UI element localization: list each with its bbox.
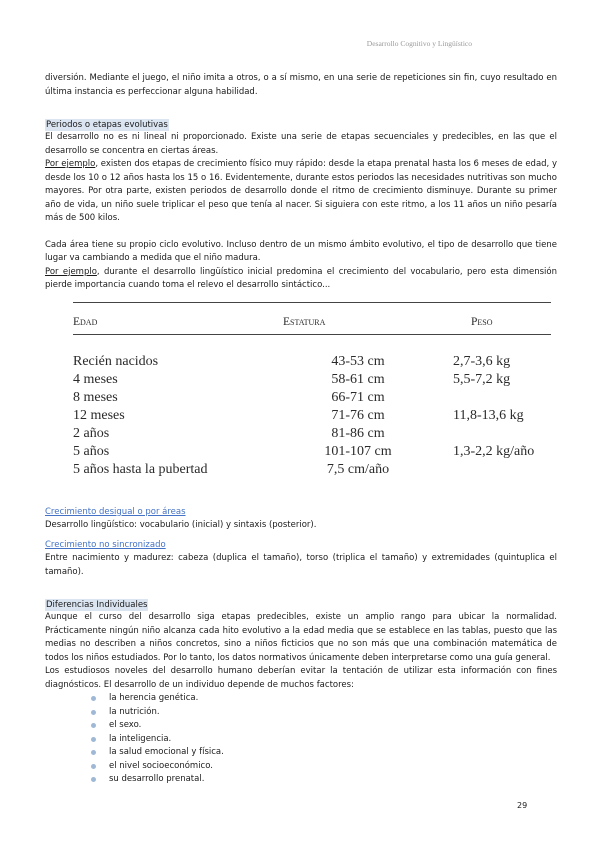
list-item: la inteligencia. <box>91 733 557 747</box>
header-age: Edad <box>73 302 283 334</box>
uneven-growth-link[interactable]: Crecimiento desigual o por áreas <box>45 506 186 517</box>
cell-age: 12 meses <box>73 407 125 423</box>
list-item: la salud emocional y física. <box>91 746 557 760</box>
cell-weight: 2,7-3,6 kg <box>453 353 511 369</box>
stages-heading: Periodos o etapas evolutivas <box>46 120 168 130</box>
stages-paragraph-4-text: , durante el desarrollo lingüístico inicial predomina el crecimiento del vocabulario, pero esta dimensión pierde importancia cuando toma el relevo el desarrollo sintáctico... <box>45 266 557 290</box>
cell-height: 7,5 cm/año <box>326 461 390 477</box>
running-header: Desarrollo Cognitivo y Lingüístico <box>366 39 472 48</box>
stages-paragraph-1: El desarrollo no es ni lineal ni proporcionado. Existe una serie de etapas secuenciales y predecibles, en las que el desarrollo se concentra en ciertas áreas. <box>45 132 557 156</box>
table-row <box>73 389 551 407</box>
table-row <box>73 443 551 461</box>
list-item: el nivel socioeconómico. <box>91 760 557 774</box>
list-item: el sexo. <box>91 719 557 733</box>
cell-weight <box>433 461 551 489</box>
page-number: 29 <box>517 801 528 810</box>
page-body <box>45 72 557 787</box>
cell-age: 4 meses <box>73 371 118 387</box>
cell-height: 66-71 cm <box>331 389 385 405</box>
list-item: la herencia genética. <box>91 692 557 706</box>
table-row <box>73 334 551 371</box>
example-label: Por ejemplo <box>45 159 96 169</box>
individual-paragraph-1: Aunque el curso del desarrollo siga etapas predecibles, existe un amplio rango para ubicar la normalidad. Prácticamente ningún niño alcanza cada hito evolutivo a la edad media que se establece en las tablas, puesto que las medias no describen a niños concretos, sino a niños ficticios que no son más que una combinación matemática de todos los niños estudiados. Por lo tanto, los datos normativos únicamente deben interpretarse como una guía general. <box>45 612 557 663</box>
example-label-2: Por ejemplo <box>45 266 97 277</box>
cell-height: 43-53 cm <box>331 353 385 369</box>
header-weight: Peso <box>433 302 551 334</box>
unsynchronized-growth-link[interactable]: Crecimiento no sincronizado <box>45 540 166 550</box>
stages-paragraph-2-text: , existen dos etapas de crecimiento físico muy rápido: desde la etapa prenatal hasta los 6 meses de edad, y desde los 10 o 12 años hasta los 15 o 16. Evidentemente, durante estos periodos las necesidades nutritivas son mucho mayores. Por otra parte, existen periodos de desarrollo donde el ritmo de crecimiento disminuye. Durante su primer año de vida, un niño suele triplicar el peso que tenía al nacer. Si siguiera con este ritmo, a los 11 años un niño pesaría más de 500 kilos. <box>45 159 558 223</box>
list-item: la nutrición. <box>91 706 557 720</box>
intro-paragraph: diversión. Mediante el juego, el niño imita a otros, o a sí mismo, en una serie de repeticiones sin fin, cuyo resultado en última instancia es perfeccionar alguna habilidad. <box>45 73 557 97</box>
table-row <box>73 461 551 489</box>
stages-paragraph-4 <box>45 266 557 293</box>
table-row <box>73 425 551 443</box>
cell-age: 5 años <box>73 443 110 459</box>
stages-paragraph-2 <box>45 158 557 226</box>
cell-height: 58-61 cm <box>331 371 385 387</box>
cell-age: 2 años <box>73 425 110 441</box>
header-height: Estatura <box>283 302 433 334</box>
table-row <box>73 407 551 425</box>
cell-age: 5 años hasta la pubertad <box>73 461 208 477</box>
factors-list <box>45 692 557 787</box>
individual-differences-heading: Diferencias Individuales <box>46 600 148 610</box>
list-item: su desarrollo prenatal. <box>91 773 557 787</box>
unsynchronized-growth-text: Entre nacimiento y madurez: cabeza (duplica el tamaño), torso (triplica el tamaño) y extremidades (quintuplica el tamaño). <box>45 553 557 577</box>
cell-height: 71-76 cm <box>331 407 385 423</box>
growth-table <box>73 302 551 489</box>
cell-weight: 1,3-2,2 kg/año <box>453 443 535 459</box>
cell-age: Recién nacidos <box>73 353 159 369</box>
uneven-growth-text: Desarrollo lingüístico: vocabulario (inicial) y sintaxis (posterior). <box>45 519 317 530</box>
cell-weight: 11,8-13,6 kg <box>453 407 524 423</box>
cell-height: 101-107 cm <box>324 443 392 459</box>
cell-weight <box>433 389 551 407</box>
cell-height: 81-86 cm <box>331 425 385 441</box>
growth-table-header <box>73 302 551 334</box>
cell-weight <box>433 425 551 443</box>
stages-paragraph-3: Cada área tiene su propio ciclo evolutivo. Incluso dentro de un mismo ámbito evolutivo, el tipo de desarrollo que tiene lugar va cambiando a medida que el niño madura. <box>45 239 557 263</box>
cell-age: 8 meses <box>73 389 118 405</box>
cell-weight: 5,5-7,2 kg <box>453 371 511 387</box>
table-row <box>73 371 551 389</box>
individual-paragraph-2: Los estudiosos noveles del desarrollo humano deberían evitar la tentación de utilizar esta información con fines diagnósticos. El desarrollo de un individuo depende de muchos factores: <box>45 666 557 690</box>
